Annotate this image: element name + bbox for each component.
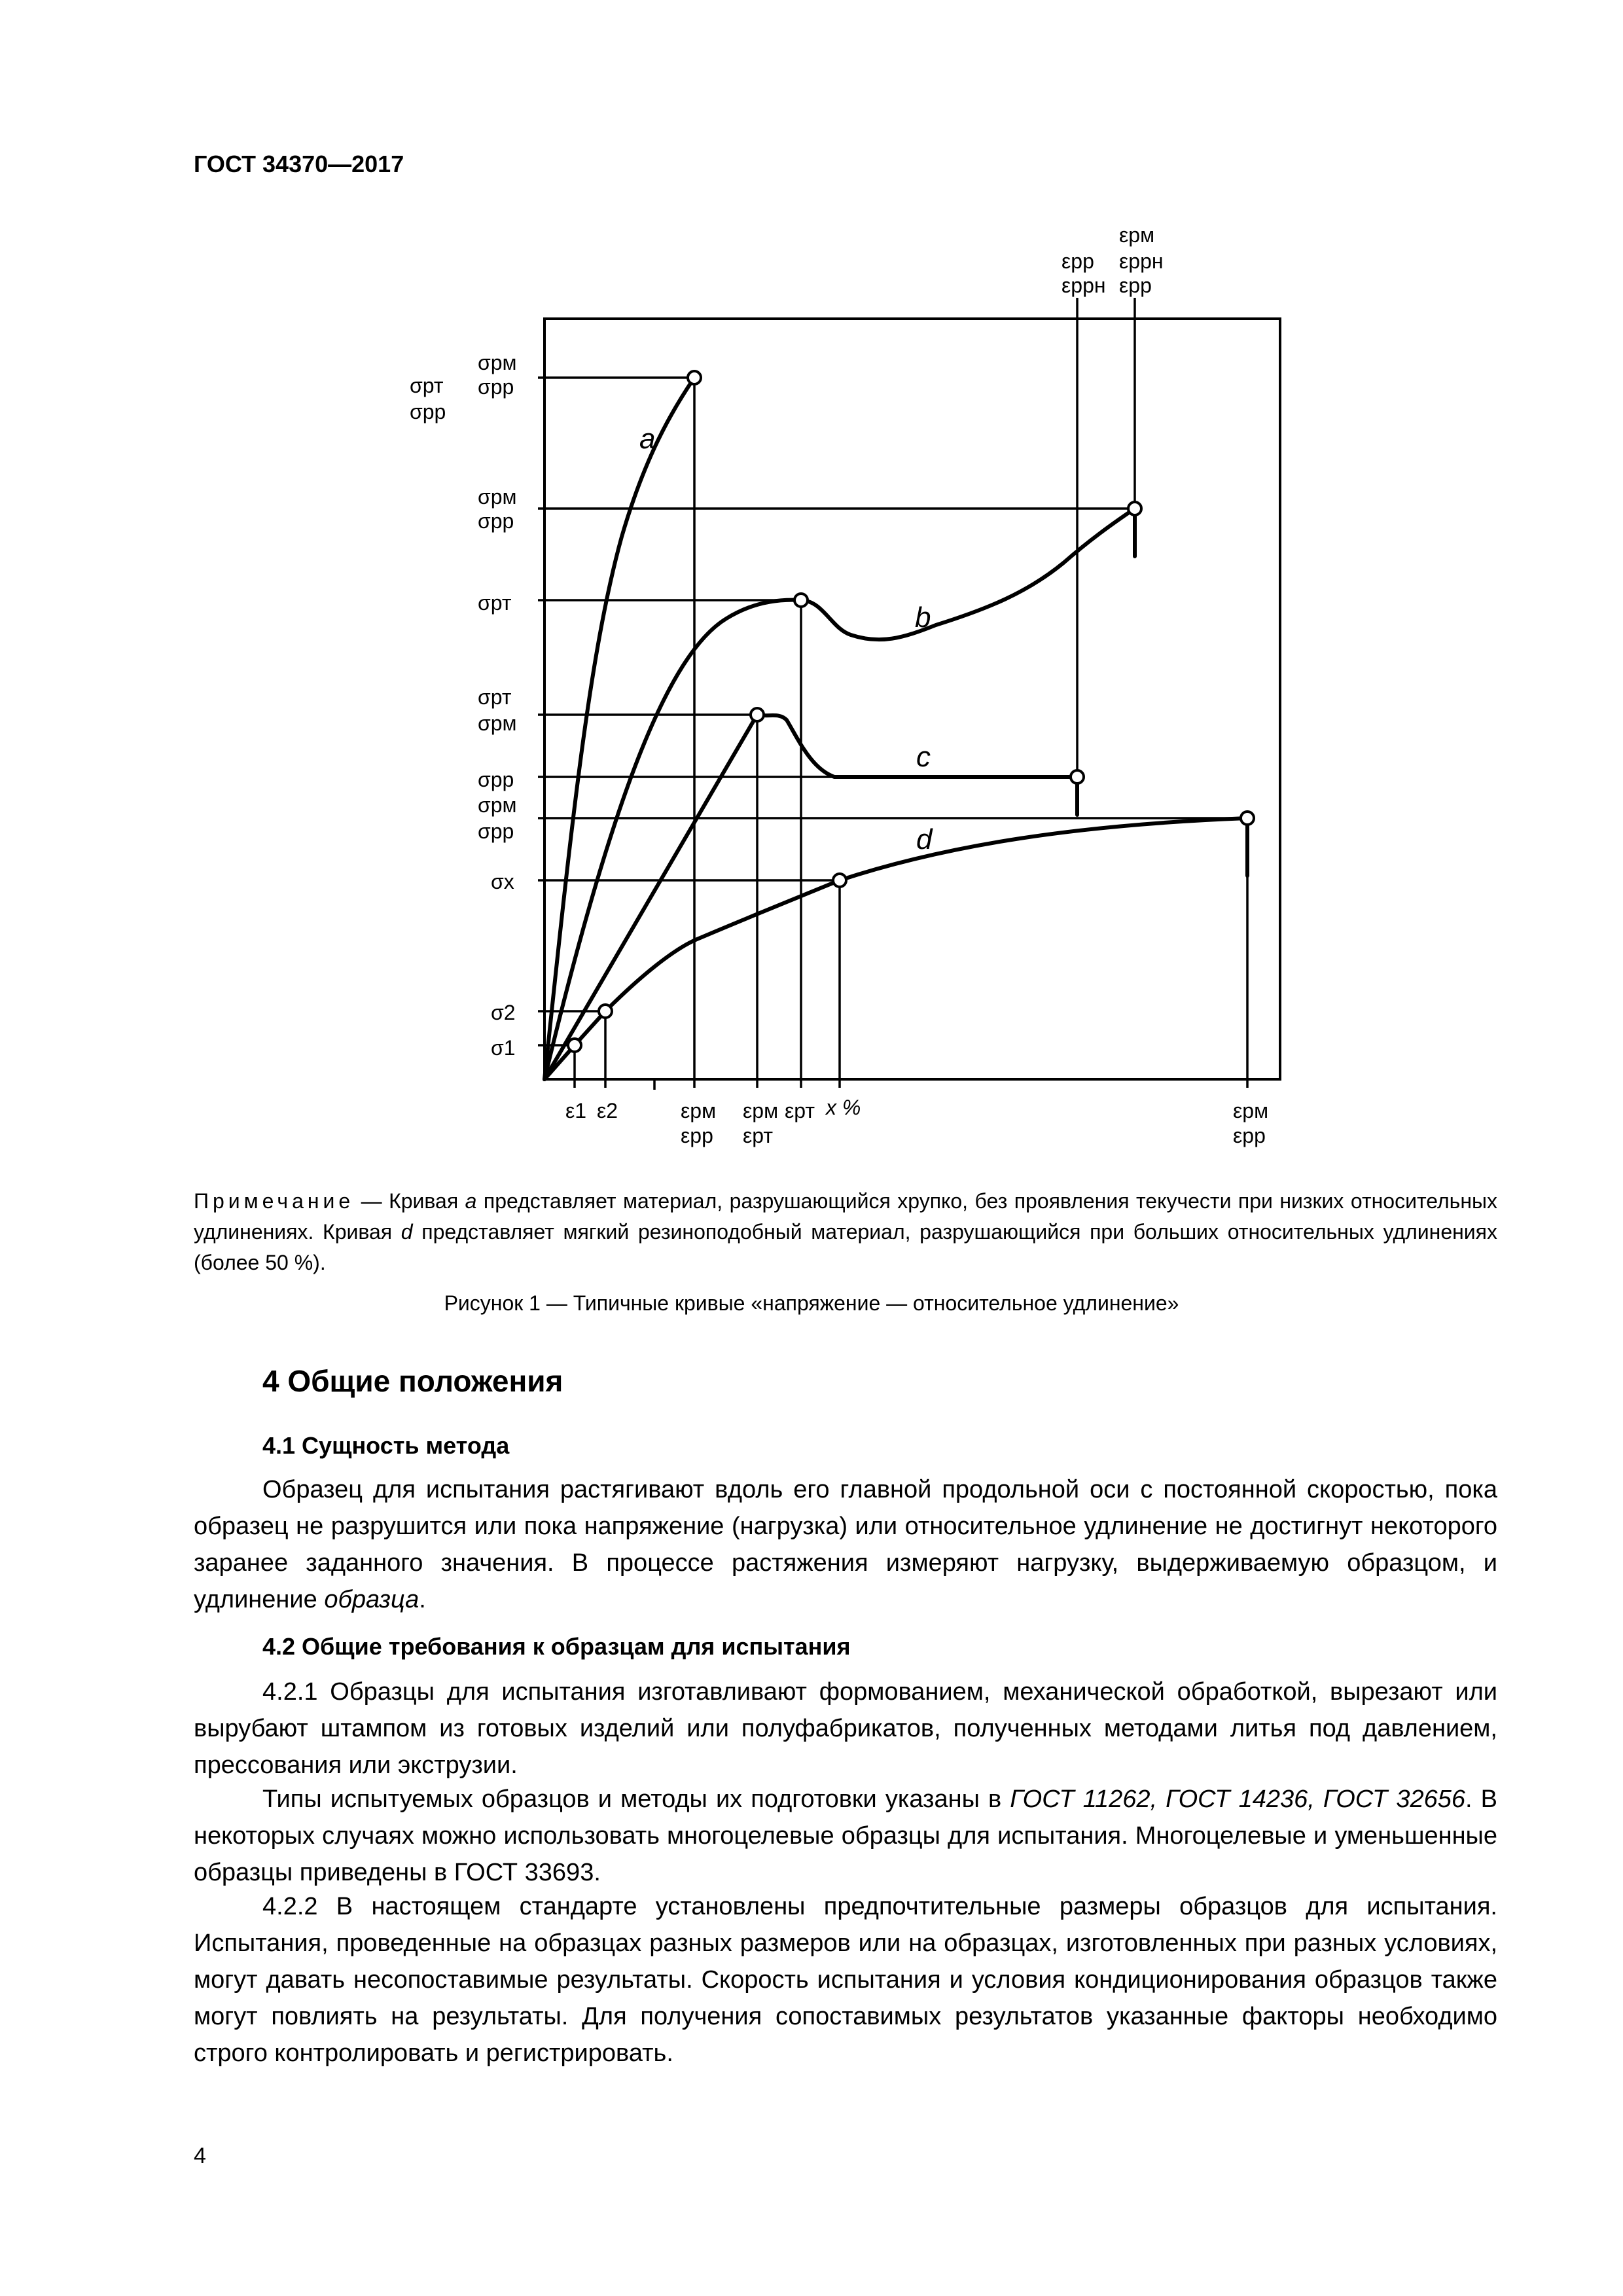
figure-note (194, 1186, 1497, 1278)
section-4-2-1-paragraph: 4.2.1 Образцы для испытания изготавливают формованием, механической обработкой, вырезают или вырубают штампом из готовых изделий или полуфабрикатов, полученных методами литья под давлением, прессования или экструзии. (194, 1678, 1497, 1779)
point-b-yield (794, 594, 808, 607)
types-paragraph (194, 1781, 1497, 1891)
types-text-a: Типы испытуемых образцов и методы их подготовки указаны в (262, 1785, 1010, 1813)
x-label-a-2: εрр (681, 1124, 713, 1147)
x-label-d-2: εрр (1233, 1124, 1266, 1147)
top-label-c-1: εрр (1061, 249, 1094, 273)
section-4-2-2-paragraph: 4.2.2 В настоящем стандарте установлены предпочтительные размеры образцов для испытания. Испытания, проведенные на образцах разных размеров или на образцах, изготовленных при разных условиях, могут давать несопоставимые результаты. Скорость испытания и условия кондиционирования образцов также могут повлиять на результаты. Для получения сопоставимых результатов указанные факторы необходимо строго контролировать и регистрировать. (194, 1893, 1497, 2067)
top-label-b-3: εрр (1119, 274, 1152, 297)
section-4-title: 4 Общие положения (262, 1364, 563, 1398)
y-label-b-yield: σрт (478, 591, 512, 615)
x-label-d-1: εрм (1233, 1099, 1269, 1122)
section-4-2-title: 4.2 Общие требования к образцам для испытания (262, 1633, 851, 1660)
y-label-far-left-1: σрт (410, 374, 444, 397)
y-label-d-break-2: σрр (478, 819, 514, 843)
note-curve-a: a (465, 1189, 477, 1213)
y-label-x: σx (491, 870, 514, 893)
note-label: Примечание (194, 1189, 355, 1213)
s41-italic: образца (324, 1586, 419, 1613)
types-text-b: . В некоторых случаях можно использовать многоцелевые образцы для испытания. Многоцелевые и уменьшенные образцы приведены в ГОСТ 33693. (194, 1785, 1497, 1886)
y-label-s2: σ2 (491, 1001, 516, 1024)
y-label-b-break-2: σрр (478, 509, 514, 533)
page-number: 4 (194, 2144, 206, 2168)
point-d-2 (599, 1005, 612, 1018)
x-label-c-1: εрм (743, 1099, 779, 1122)
curve-label-c: c (916, 741, 931, 773)
y-label-c-break: σрр (478, 768, 514, 791)
y-label-s1: σ1 (491, 1036, 516, 1060)
y-label-d-break-1: σрм (478, 793, 517, 817)
section-4-1-title: 4.1 Сущность метода (262, 1432, 510, 1459)
document-code: ГОСТ 34370—2017 (194, 151, 404, 177)
y-label-a-1: σрм (478, 351, 517, 374)
point-a-break (688, 371, 701, 384)
types-italic: ГОСТ 11262, ГОСТ 14236, ГОСТ 32656 (1010, 1785, 1466, 1813)
x-label-e1: ε1 (565, 1099, 587, 1122)
top-label-c-2: εррн (1061, 274, 1106, 297)
point-d-x (833, 874, 846, 887)
point-c-break (1071, 770, 1084, 783)
figure-caption: Рисунок 1 — Типичные кривые «напряжение — относительное удлинение» (444, 1291, 1179, 1315)
y-label-c-peak-1: σрт (478, 685, 512, 709)
y-label-a-2: σрр (478, 375, 514, 399)
point-d-break (1241, 812, 1254, 825)
top-label-b-2: εррн (1119, 249, 1164, 273)
point-c-peak (751, 708, 764, 721)
curve-label-d: d (916, 823, 933, 855)
x-label-c-2: εрт (743, 1124, 774, 1147)
note-text-3: представляет мягкий резиноподобный материал, разрушающийся при больших относительных удлинениях (более 50 %). (194, 1220, 1498, 1274)
s41-text: Образец для испытания растягивают вдоль его главной продольной оси с постоянной скоростью, пока образец не разрушится или пока напряжение (нагрузка) или относительное удлинение не достигнут некоторого заранее заданного значения. В процессе растяжения измеряют нагрузку, выдерживаемую образцом, и удлинение (194, 1476, 1497, 1613)
point-d-1 (568, 1039, 581, 1052)
x-label-a-1: εрм (681, 1099, 717, 1122)
y-label-b-break-1: σрм (478, 485, 517, 509)
s41-end: . (419, 1586, 426, 1613)
curve-label-a: a (639, 423, 656, 455)
x-label-x: х % (826, 1096, 861, 1119)
top-label-b-1: εрм (1119, 223, 1155, 247)
note-text-2: представляет материал, разрушающийся хрупко, без проявления текучести при низких относительных удлинениях. Кривая (194, 1189, 1498, 1244)
x-label-b-yield: εрт (785, 1099, 815, 1122)
point-b-break (1128, 502, 1141, 515)
curve-c (544, 715, 1077, 1079)
curve-label-b: b (915, 601, 931, 634)
y-label-c-peak-2: σрм (478, 711, 517, 735)
y-label-far-left-2: σрр (410, 400, 446, 423)
curve-a (544, 378, 694, 1079)
curve-d (544, 818, 1247, 1079)
note-curve-d: d (401, 1220, 413, 1244)
x-label-e2: ε2 (597, 1099, 618, 1122)
section-4-1-paragraph (194, 1471, 1497, 1618)
note-text-1: — Кривая (354, 1189, 465, 1213)
